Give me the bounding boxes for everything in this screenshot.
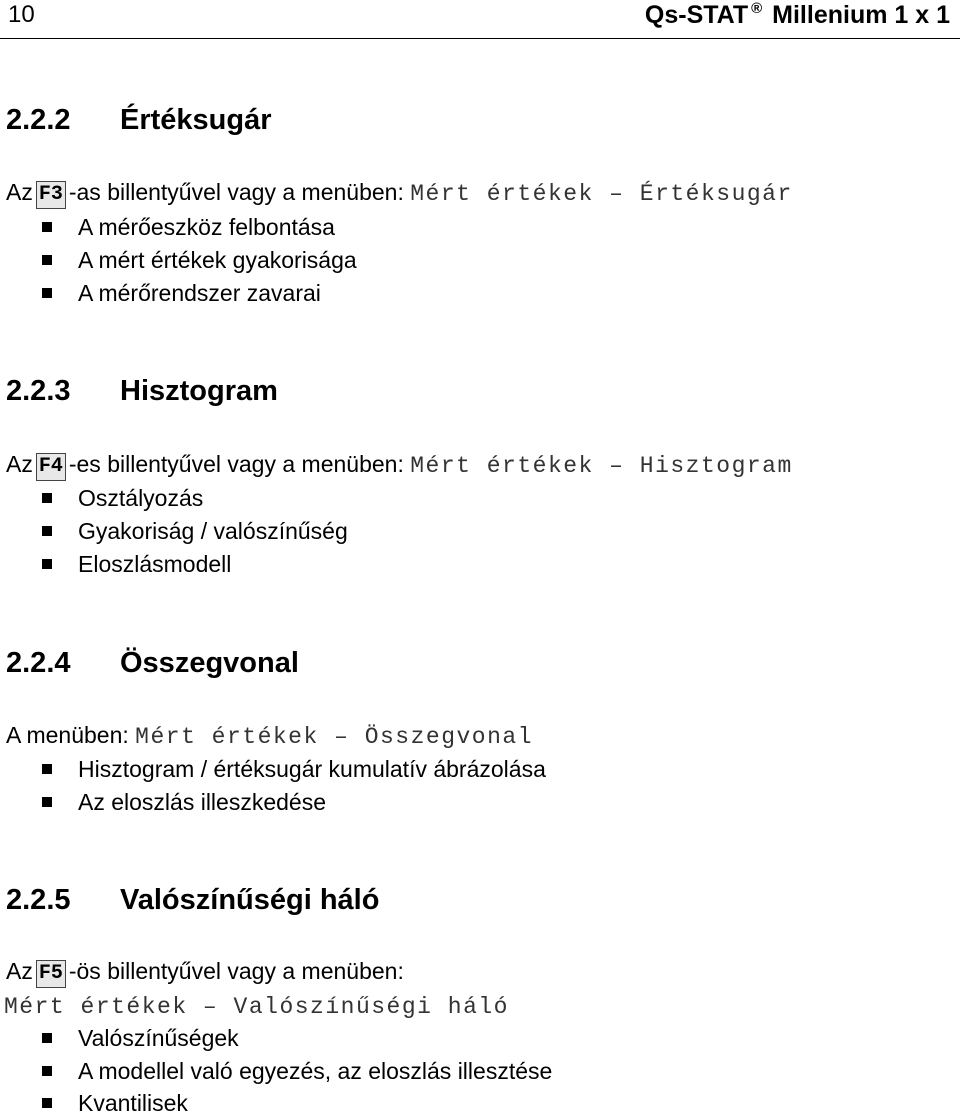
menu-path-line <box>4 991 509 1021</box>
title-main: Qs-STAT <box>644 1 749 29</box>
list-item: Osztályozás <box>46 484 203 512</box>
section-heading-2-2-3 <box>6 375 278 408</box>
section-title: Valószínűségi háló <box>120 884 380 916</box>
f3-key: F3 <box>36 181 66 209</box>
list-item: A mérőeszköz felbontása <box>46 213 335 241</box>
intro-line-2-2-2 <box>6 178 793 209</box>
menu-path: Mért értékek – Hisztogram <box>410 453 793 479</box>
list-item: A mérőrendszer zavarai <box>46 279 321 307</box>
intro-prefix: Az <box>6 958 33 984</box>
list-item: Kvantilisek <box>46 1089 188 1117</box>
section-number: 2.2.5 <box>6 884 71 916</box>
intro-prefix: Az <box>6 179 33 205</box>
menu-path: Mért értékek – Valószínűségi háló <box>4 994 509 1020</box>
registered-mark: ® <box>751 0 763 17</box>
page-number: 10 <box>8 1 35 28</box>
list-item: Eloszlásmodell <box>46 550 231 578</box>
section-number: 2.2.4 <box>6 647 71 679</box>
intro-line-2-2-3 <box>6 450 793 481</box>
section-number: 2.2.2 <box>6 104 71 136</box>
intro-text: -ös billentyűvel vagy a menüben: <box>68 958 404 984</box>
list-item: A mért értékek gyakorisága <box>46 246 357 274</box>
f5-key: F5 <box>36 960 66 988</box>
list-item: Az eloszlás illeszkedése <box>46 788 326 816</box>
page-title <box>645 0 950 30</box>
section-title: Hisztogram <box>120 375 278 407</box>
list-item: Hisztogram / értéksugár kumulatív ábrázolása <box>46 755 546 783</box>
list-item: A modellel való egyezés, az eloszlás illesztése <box>46 1057 552 1085</box>
menu-path: Mért értékek – Értéksugár <box>410 181 793 207</box>
section-title: Értéksugár <box>120 104 272 136</box>
section-title: Összegvonal <box>120 647 299 679</box>
list-item: Gyakoriság / valószínűség <box>46 517 348 545</box>
intro-line-2-2-4 <box>6 721 533 751</box>
section-heading-2-2-4 <box>6 647 299 680</box>
intro-text: -as billentyűvel vagy a menüben: <box>68 179 404 205</box>
intro-prefix: Az <box>6 451 33 477</box>
intro-line-2-2-5 <box>6 957 404 988</box>
section-heading-2-2-2 <box>6 104 272 137</box>
page-header <box>0 0 960 39</box>
menu-path: Mért értékek – Összegvonal <box>135 724 534 750</box>
section-heading-2-2-5 <box>6 884 379 917</box>
section-number: 2.2.3 <box>6 375 71 407</box>
list-item: Valószínűségek <box>46 1024 239 1052</box>
intro-text: A menüben: <box>6 722 129 748</box>
intro-text: -es billentyűvel vagy a menüben: <box>68 451 404 477</box>
f4-key: F4 <box>36 453 66 481</box>
title-rest: Millenium 1 x 1 <box>772 1 950 29</box>
